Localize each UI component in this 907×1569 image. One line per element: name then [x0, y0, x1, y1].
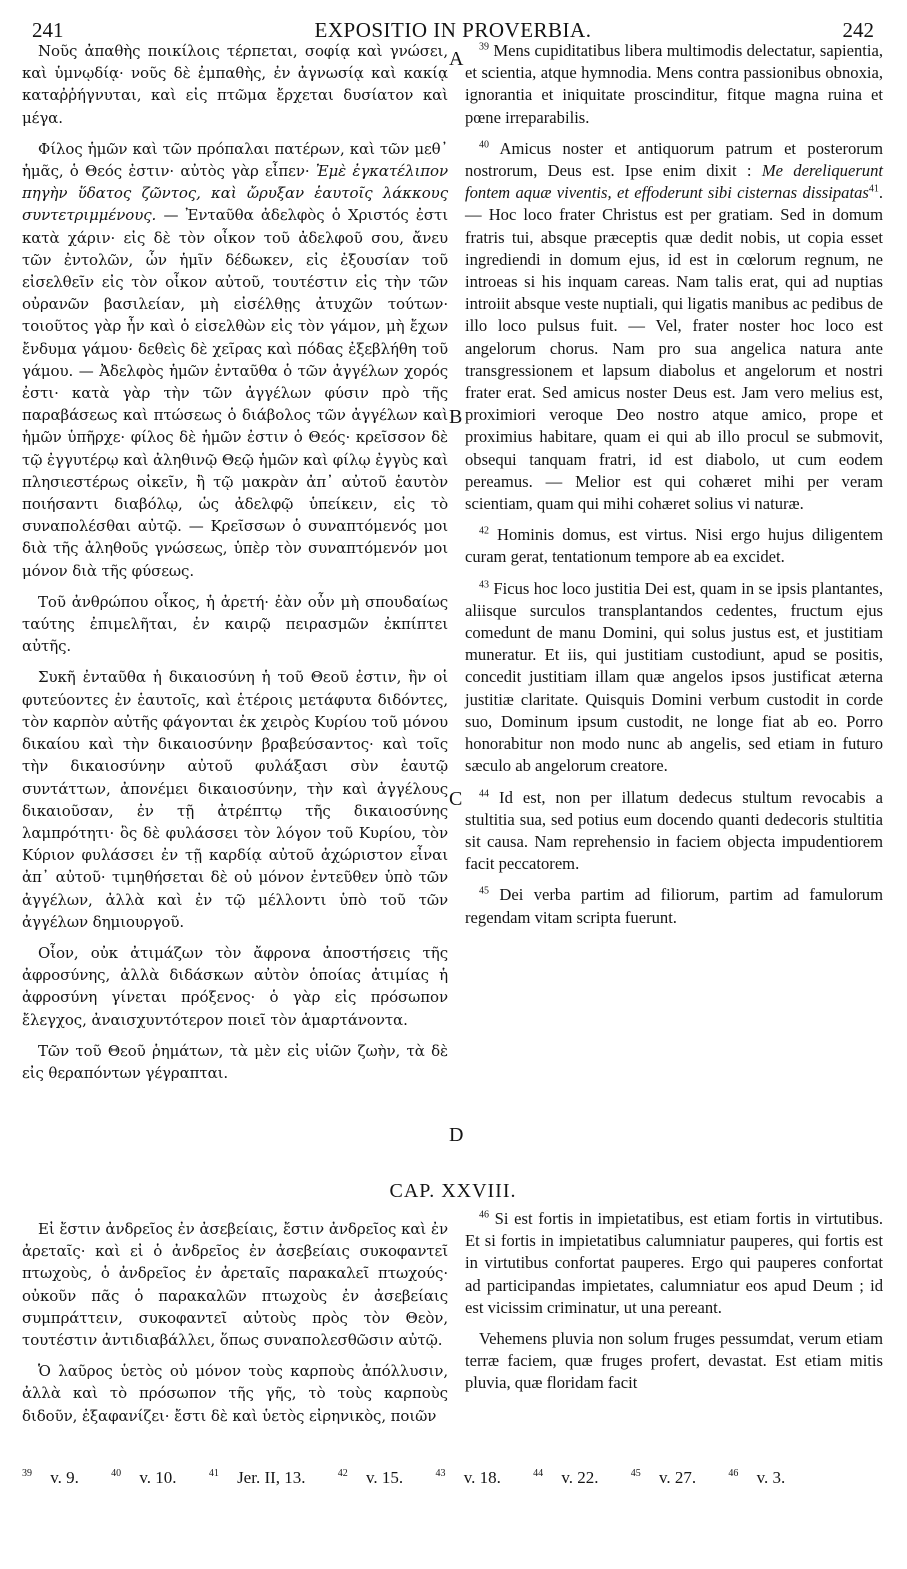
footnote-marker: 43: [479, 579, 489, 591]
greek-quotation: Ἐμὲ ἐγκατέλιπον πηγὴν ὕδατος ζῶντος, καὶ ὤρυξαν ἑαυτοῖς λάκκους συντετριμμένους.: [22, 162, 448, 225]
latin-paragraph: $^{39}$ Mens cupiditatibus libera multimodis delectatur, sapientia, et scientia, atque hymnodia. Mens contra passionibus obnoxia, ignorantia et iniquitate proscinditur, fitque magna ruina et pœne irreparabilis.: [465, 41, 883, 127]
latin-paragraph: $^{45}$ Dei verba partim ad filiorum, partim ad famulorum regendam vitam scripta fuerunt.: [465, 885, 883, 927]
footnote-item: $^{41}$ Jer. II, 13.: [208, 1468, 306, 1487]
footnote-marker: 40: [479, 139, 489, 151]
greek-paragraph: Ὁ λαῦρος ὑετὸς οὐ μόνον τοὺς καρποὺς ἀπόλλυσιν, ἀλλὰ καὶ τὸ πρόσωπον τῆς γῆς, τὸ τοὺς καρποὺς διδοῦν, ἐξαφανίζει· ἔστι δὲ καὶ ὑετὸς εἰρηνικὸς, ποιῶν: [22, 1362, 448, 1425]
latin-paragraph: $^{44}$ Id est, non per illatum dedecus stultum revocabis a stultitia sua, sed potius eum docendo quanti dedecoris stultitia sit causa. Nam reprehensio in faciem objecta impudentiorem facit peccatorem.: [465, 787, 884, 874]
latin-paragraph: $^{42}$ Hominis domus, est virtus. Nisi ergo hujus diligentem curam gerat, tentationum tempore ab ea excidet.: [465, 525, 883, 567]
page-number-left: 241: [32, 18, 64, 42]
page-number-right: 242: [842, 18, 874, 42]
footnote-item: $^{40}$ v. 10.: [111, 1468, 177, 1487]
greek-column-lower: [22, 1218, 448, 1436]
margin-letter-b: B: [449, 406, 463, 428]
footnote-marker: 44: [479, 787, 489, 799]
margin-letter-a: A: [449, 48, 464, 70]
footnote-item: $^{43}$ v. 18.: [435, 1468, 501, 1487]
footnote-item: $^{44}$ v. 22.: [533, 1468, 599, 1487]
latin-paragraph: $^{46}$ Si est fortis in impietatibus, est etiam fortis in virtutibus. Et si fortis in impietatibus calumniatur pauperes, qui fortis est in virtutibus confortat pauperes. Ergo qui pauperes confortat ad participandas impietates, calumniatur eos apud Deum ; id est vicissim criminatur, ut una pereant.: [465, 1209, 883, 1317]
footnote-item: $^{45}$ v. 27.: [630, 1468, 697, 1487]
greek-paragraph: Τοῦ ἀνθρώπου οἶκος, ἡ ἀρετή· ἐὰν οὖν μὴ σπουδαίως ταύτης ἐπιμελῆται, ἐν καιρῷ πειρασμῶν ἐκπίπτει αὐτῆς.: [22, 592, 448, 656]
footnote-item: $^{39}$ v. 9.: [22, 1468, 79, 1487]
footnotes: [22, 1468, 884, 1488]
margin-letter-d: D: [449, 1124, 464, 1146]
greek-paragraph: Φίλος ἡμῶν καὶ τῶν πρόπαλαι πατέρων, καὶ τῶν μεθ᾽ ἡμᾶς, ὁ Θεός ἐστιν· αὐτὸς γὰρ εἶπεν· Ἐμὲ ἐγκατέλιπον πηγὴν ὕδατος ζῶντος, καὶ ὤρυξαν ἑαυτοῖς λάκκους συντετριμμένους. — Ἐνταῦθα ἀδελφὸς ὁ Χριστός ἐστι κατὰ χάριν· εἰς δὲ τὸν οἶκον τοῦ ἀδελφοῦ σου, ἄνευ τῶν ἐντολῶν, ὧν ἡμῖν δέδωκεν, εἰς ἐξουσίαν τοῦ εἰσελθεῖν εἰς τὸν οἶκον αὐτοῦ, τουτέστιν εἰς τὴν τῶν οὐρανῶν βασιλείαν, μὴ εἰσέλθῃς ἀτυχῶν τούτων· τοιοῦτος γὰρ ἦν καὶ ὁ εἰσελθὼν εἰς τὸν γάμον, μὴ ἔχων ἔνδυμα γάμου· δεθεὶς δὲ χεῖρας καὶ πόδας ἐξεβλήθη τοῦ γάμου. — Ἀδελφὸς ἡμῶν ἐνταῦθα ὁ τῶν ἀγγέλων χορός ἐστι· κατὰ γὰρ τὴν τῶν ἀγγέλων φύσιν πρὸ τῆς παραβάσεως καὶ πτώσεως ὁ διάβολος τῶν ἀγγέλων καὶ ἡμῶν ὑπῆρχε· φίλος δὲ ἡμῶν ἐστιν ὁ Θεός· κρεῖσσον δὲ τῷ ἐγγυτέρῳ καὶ ἀληθινῷ Θεῷ ἡμῶν καὶ φίλῳ ἐγγὺς καὶ πλησιεστέρως οἰκεῖν, ἢ τῷ μακρὰν ἀπ᾽ αὐτοῦ ἑαυτὸν ποιήσαντι διαβόλῳ, ὡς ἀδελφῷ ὑπείκειν, εἰς τὸ συναπολέσθαι αὐτῷ. — Κρεῖσσων ὁ συναπτόμενός μοι διὰ τῆς ἀληθοῦς γνώσεως, ὑπὲρ τὸν συναπτόμενόν μοι μόνον διὰ τῆς φύσεως.: [22, 139, 449, 580]
running-title: EXPOSITIO IN PROVERBIA.: [314, 18, 592, 42]
latin-paragraph: $^{40}$ Amicus noster et antiquorum patrum et posterorum nostrorum, Deus est. Ipse enim dixit : Me dereliquerunt fontem aquæ viventis, et effoderunt sibi cisternas dissipatas$^{41}$. — Hoc loco frater Christus est per gratiam. Sed in domum fratris tui, absque præceptis quæ dedit nobis, ut copia esset ingrediendi in domum ejus, id est in cœlorum regnum, ne introeas si his inquam careas. Nam talis erat, qui ad nuptias introiit absque veste nuptiali, qui ligatis manibus ac pedibus de illo loco pulsus fuit. — Vel, frater noster hoc loco est angelorum chorus. Nam pro sua angelica natura ante transgressionem et lapsum diabolus et angelorum et nostri frater erat. Sed amicus noster Deus est. Jam vero melius est, proximiori veroque Deo nostro atque amico, prope et proximius habitare, quam ei qui ab illo procul se submovit, obsequi tanquam fratri, id est diabolo, ut cum eodem pereamus. — Melior est qui cohæret mihi per veram scientiam, quam qui mihi cohæret solius vi naturæ.: [465, 138, 884, 514]
footnote-marker: 42: [479, 525, 489, 537]
greek-paragraph: Νοῦς ἀπαθὴς ποικίλοις τέρπεται, σοφίᾳ καὶ γνώσει, καὶ ὑμνῳδίᾳ· νοῦς δὲ ἐμπαθὴς, ἐν ἀγνωσίᾳ καὶ κακίᾳ καταῤῥήγνυται, καὶ εἰς πτῶμα ἔρχεται δυσίατον καὶ μέγα.: [22, 42, 448, 127]
latin-quotation: Me dereliquerunt fontem aquæ viventis, et effoderunt sibi cisternas dissipatas: [465, 161, 883, 203]
greek-paragraph: Τῶν τοῦ Θεοῦ ῥημάτων, τὰ μὲν εἰς υἱῶν ζωὴν, τὰ δὲ εἰς θεραπόντων γέγραπται.: [22, 1041, 448, 1082]
footnote-marker: 46: [479, 1209, 489, 1221]
greek-paragraph: Εἰ ἔστιν ἀνδρεῖος ἐν ἀσεβείαις, ἔστιν ἀνδρεῖος καὶ ἐν ἀρεταῖς· καὶ εἰ ὁ ἀνδρεῖος ἐν ἀσεβείαις συκοφαντεῖ πτωχοὺς, ὁ ἀνδρεῖος ἐν ἀρεταῖς παρακαλεῖ πτωχούς· οὐκοῦν πᾶς ὁ παρακαλῶν πτωχοὺς ἐν ἀσεβείαις συμπράττειν, συκοφαντεῖ αὐτοὺς πρὸς τὸν Θεὸν, τουτέστιν ἀντιδιαβάλλει, ὅπως συναπολεσθῶσιν αὐτῷ.: [22, 1220, 448, 1350]
greek-paragraph: Συκῆ ἐνταῦθα ἡ δικαιοσύνη ἡ τοῦ Θεοῦ ἐστιν, ἣν οἱ φυτεύοντες ἐν ἑαυτοῖς, καὶ ἑτέροις μετάφυτα διδόντες, τὸν καρπὸν αὐτῆς φάγονται ἐκ χειρὸς Κυρίου τοῦ μόνου δικαίου καὶ τὴν δικαιοσύνην βραβεύσαντος· καὶ τοῖς τὴν δικαιοσύνην αὐτοῦ φυλάξασι σὺν ἑαυτῷ συντάττων, ἀπονέμει δικαιοσύνην, τὴν καὶ ἀγγέλους δικαιοῦσαν, ἐν τῇ ἀτρέπτῳ τῆς δικαιοσύνης λαμπρότητι· ὃς δὲ φυλάσσει τὸν λόγον τοῦ Κυρίου, τὸν Κύριον φυλάσσει ἐν τῇ καρδίᾳ αὐτοῦ ἀχώριστον εἶναι ἀπ᾽ αὐτοῦ· τιμηθήσεται δὲ οὐ μόνον ἐντεῦθεν ὑπὸ τῶν ἀγγέλων, ἀλλὰ καὶ ἐν τῷ μέλλοντι ὑπὸ τοῦ τῶν ἀγγέλων δημιουργοῦ.: [22, 668, 448, 931]
greek-paragraph: Οἷον, οὐκ ἀτιμάζων τὸν ἄφρονα ἀποστήσεις τῆς ἀφροσύνης, ἀλλὰ διδάσκων αὐτὸν ὁποίας ἀτιμίας ἡ ἀφροσύνη γίνεται πρόξενος· ὁ γὰρ εἰς πρόσωπον ἔλεγχος, ἀναισχυντότερον ποιεῖ τὸν ἁμαρτάνοντα.: [22, 943, 448, 1029]
latin-column-upper: [465, 40, 883, 938]
footnote-marker: 39: [479, 41, 489, 53]
greek-column-upper: [22, 40, 448, 1093]
latin-column-lower: [465, 1208, 883, 1404]
latin-paragraph: $^{43}$ Ficus hoc loco justitia Dei est, quam in se ipsis plantantes, aliisque surculos transplantandos cedentes, fructum ejus comedunt de manu Domini, qui solus justus est, et justitiam muneratur. Et iis, qui justitiam custodiunt, apud se positis, concedit justitiam illam quæ angelos ipsos justificat æterna justitiæ claritate. Quisquis Domini verbum custodit in corde suo, Dominum ipsum custodit, ne longe fiat ab eo. Porro honorabitur non modo nunc ab angelis, sed etiam in futuro sæculo ab angelorum creatore.: [465, 578, 883, 776]
chapter-heading: CAP. XXVIII.: [389, 1180, 517, 1202]
footnote-item: $^{46}$ v. 3.: [728, 1468, 786, 1487]
footnote-marker: 41: [868, 183, 879, 195]
footnote-marker: 45: [479, 885, 489, 897]
footnote-item: $^{42}$ v. 15.: [337, 1468, 404, 1487]
latin-paragraph: Vehemens pluvia non solum fruges pessumdat, verum etiam terræ faciem, quæ fruges profert, devastat. Est etiam mitis pluvia, quæ floridam facit: [465, 1329, 883, 1393]
margin-letter-c: C: [449, 788, 463, 810]
